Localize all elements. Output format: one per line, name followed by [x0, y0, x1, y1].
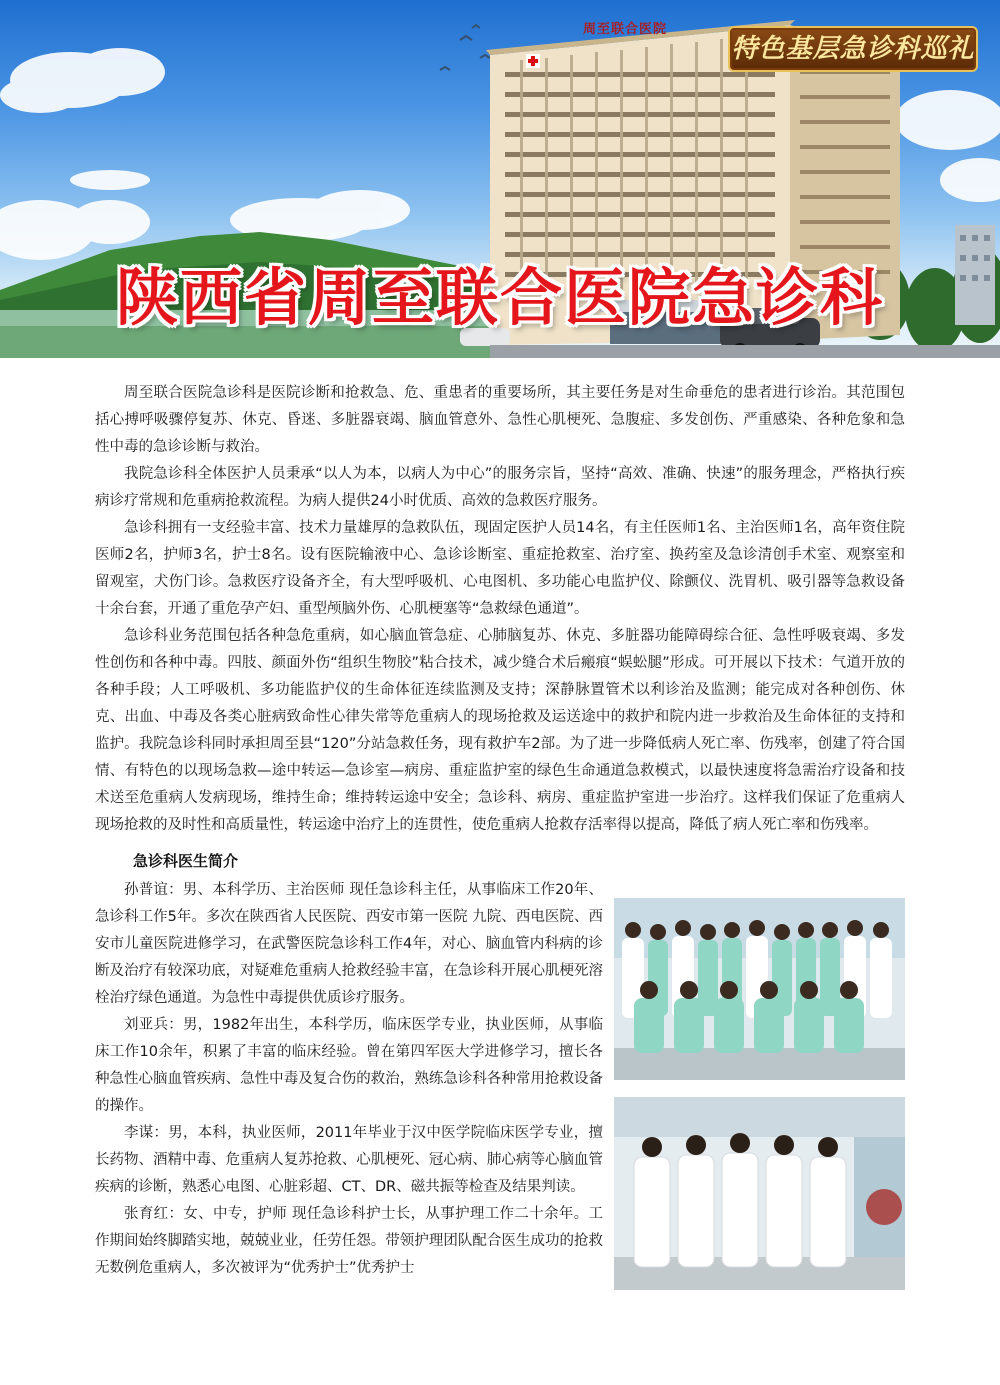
doctor-profile: 刘亚兵：男，1982年出生，本科学历，临床医学专业，执业医师，从事临床工作10余年，积累了丰富的临床经验。曾在第四军医大学进修学习，擅长各种急性心脑血管疾病、急性中毒及复合伤的救治，熟练急诊科各种常用抢救设备的操作。 — [95, 1017, 603, 1114]
doctor-profile: 孙普谊：男、本科学历、主治医师 现任急诊科主任，从事临床工作20年、急诊科工作5年。多次在陕西省人民医院、西安市第一医院 九院、西电医院、西安市儿童医院进修学习，在武警医院急诊科工作4年，对心、脑血管内科病的诊断及治疗有较深功底，对疑难危重病人抢救经验丰富，在急诊科开展心肌梗死溶栓治疗绿色通道。为急性中毒提供优质诊疗服务。 — [95, 882, 603, 1006]
series-badge: 特色基层急诊科巡礼 — [728, 26, 978, 72]
intro-text — [95, 380, 905, 839]
page-title: 陕西省周至联合医院急诊科 — [115, 261, 884, 334]
paragraph-2: 我院急诊科全体医护人员秉承“以人为本，以病人为中心”的服务宗旨，坚持“高效、准确、快速”的服务理念，严格执行疾病诊疗常规和危重病抢救流程。为病人提供24小时优质、高效的急救医疗服务。 — [95, 466, 905, 509]
building-sign: 周至联合医院 — [583, 22, 668, 37]
paragraph-4: 急诊科业务范围包括各种急危重病，如心脑血管急症、心肺脑复苏、休克、多脏器功能障碍综合征、急性呼吸衰竭、多发性创伤和各种中毒。四肢、颜面外伤“组织生物胶”粘合技术，减少缝合术后瘢痕“蜈蚣腿”形成。可开展以下技术：气道开放的各种手段；人工呼吸机、多功能监护仪的生命体征连续监测及支持；深静脉置管术以利诊治及监测；能完成对各种创伤、休克、出血、中毒及各类心脏病致命性心律失常等危重病人的现场抢救及运送途中的救护和院内进一步救治及生命体征的支持和监护。我院急诊科同时承担周至县“120”分站急救任务，现有救护车2部。为了进一步降低病人死亡率、伤残率，创建了符合国情、有特色的以现场急救—途中转运—急诊室—病房、重症监护室的绿色生命通道急救模式，以最快速度将急需治疗设备和技术送至危重病人发病现场，维持生命；维持转运途中安全；急诊科、病房、重症监护室进一步治疗。这样我们保证了危重病人现场抢救的及时性和高质量性，转运途中治疗上的连贯性，使危重病人抢救存活率得以提高，降低了病人死亡率和伤残率。 — [95, 628, 905, 833]
team-photo-staff — [614, 898, 905, 1080]
paragraph-1: 周至联合医院急诊科是医院诊断和抢救急、危、重患者的重要场所，其主要任务是对生命垂危的患者进行诊治。其范围包括心搏呼吸骤停复苏、休克、昏迷、多脏器衰竭、脑血管意外、急性心肌梗死、急腹症、多发创伤、严重感染、各种危象和急性中毒的急诊诊断与救治。 — [95, 385, 905, 455]
header-banner — [0, 0, 1000, 358]
paragraph-3: 急诊科拥有一支经验丰富、技术力量雄厚的急救队伍，现固定医护人员14名，有主任医师1名、主治医师1名，高年资住院医师2名，护师3名，护士8名。设有医院输液中心、急诊诊断室、重症抢救室、治疗室、换药室及急诊清创手术室、观察室和留观室，犬伤门诊。急救医疗设备齐全，有大型呼吸机、心电图机、多功能心电监护仪、除颤仪、洗胃机、吸引器等急救设备十余台套，开通了重危孕产妇、重型颅脑外伤、心肌梗塞等“急救绿色通道”。 — [95, 520, 905, 617]
doctors-profiles — [95, 877, 603, 1282]
team-photo-doctors — [614, 1097, 905, 1290]
doctors-section-title: 急诊科医生简介 — [133, 852, 239, 870]
doctor-profile: 李谋：男，本科，执业医师，2011年毕业于汉中医学院临床医学专业，擅长药物、酒精中毒、危重病人复苏抢救、心肌梗死、冠心病、肺心病等心脑血管疾病的诊断，熟悉心电图、心脏彩超、CT、DR、磁共振等检查及结果判读。 — [95, 1125, 603, 1195]
doctor-profile: 张育红：女、中专，护师 现任急诊科护士长，从事护理工作二十余年。工作期间始终脚踏实地，兢兢业业，任劳任怨。带领护理团队配合医生成功的抢救无数例危重病人，多次被评为“优秀护士”优秀护士 — [95, 1206, 603, 1276]
